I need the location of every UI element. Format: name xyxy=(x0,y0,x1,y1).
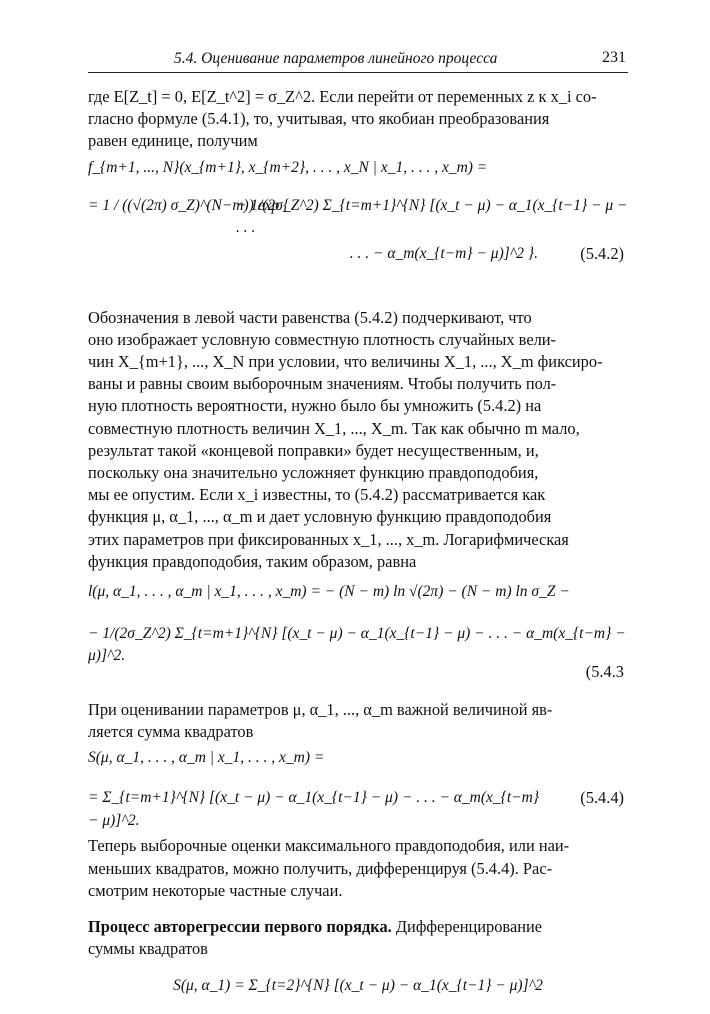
paragraph-notation xyxy=(88,307,628,573)
equation-line: . . . − α_m(x_{t−m} − μ)]^2 }. xyxy=(349,244,538,262)
paragraph-ar1 xyxy=(88,916,628,960)
text-line: функция правдоподобия, таким образом, равна xyxy=(88,551,417,571)
text-line: При оценивании параметров μ, α_1, ..., α_m важной величиной яв- xyxy=(88,700,553,720)
text-line: Теперь выборочные оценки максимального правдоподобия, или наи- xyxy=(88,836,570,856)
page-body xyxy=(88,86,628,1014)
equation-line: = 1 / ((√(2π) σ_Z)^(N−m)) exp { xyxy=(88,196,290,214)
text-line: равен единице, получим xyxy=(88,131,258,151)
equation-number: (5.4.2) xyxy=(580,243,624,263)
text-line: совместную плотность величин X_1, ..., X_m. Так как обычно m мало, xyxy=(88,418,580,438)
page-header xyxy=(88,48,628,73)
text-line: ваны и равны своим выборочным значениям. Чтобы получить пол- xyxy=(88,374,557,394)
text-line: суммы квадратов xyxy=(88,939,208,959)
paragraph-estimates xyxy=(88,835,628,902)
page-number: 231 xyxy=(602,49,626,66)
equation-number: (5.4.4) xyxy=(580,788,624,808)
equation-5-4-4 xyxy=(88,747,628,827)
text-line xyxy=(88,916,628,938)
paragraph-sum-of-squares xyxy=(88,699,628,743)
equation-line: = Σ_{t=m+1}^{N} [(x_t − μ) − α_1(x_{t−1} − μ) − . . . − α_m(x_{t−m} − μ)]^2. xyxy=(88,789,540,829)
heading-continuation: Дифференцирование xyxy=(395,917,543,937)
text-line: результат такой «концевой поправки» будет несущественным, и, xyxy=(88,440,539,460)
section-heading: Процесс авторегрессии первого порядка. xyxy=(88,917,392,937)
equation-number: (5.4.3 xyxy=(585,662,624,682)
equation-line: l(μ, α_1, . . . , α_m | x_1, . . . , x_m) = − (N − m) ln √(2π) − (N − m) ln σ_Z − xyxy=(88,583,570,601)
equation-line: S(μ, α_1, . . . , α_m | x_1, . . . , x_m) = xyxy=(88,749,325,767)
text-line: мы ее опустим. Если x_i известны, то (5.4.2) рассматривается как xyxy=(88,485,546,505)
text-line: смотрим некоторые частные случаи. xyxy=(88,880,343,900)
text-line: функция μ, α_1, ..., α_m и дает условную функцию правдоподобия xyxy=(88,507,552,527)
text-line: меньших квадратов, можно получить, дифференцируя (5.4.4). Рас- xyxy=(88,858,553,878)
equation-line: f_{m+1, ..., N}(x_{m+1}, x_{m+2}, . . . , x_N | x_1, . . . , x_m) = xyxy=(88,158,488,176)
text-line: Обозначения в левой части равенства (5.4.2) подчеркивают, что xyxy=(88,307,532,327)
text-line: гласно формуле (5.4.1), то, учитывая, что якобиан преобразования xyxy=(88,109,550,129)
text-line: этих параметров при фиксированных x_1, ..., x_m. Логарифмическая xyxy=(88,529,569,549)
equation-ar1-sum xyxy=(88,974,628,1014)
equation-line: − 1/(2σ_Z^2) Σ_{t=m+1}^{N} [(x_t − μ) − α_1(x_{t−1} − μ − . . . xyxy=(236,196,628,236)
text-line: где E[Z_t] = 0, E[Z_t^2] = σ_Z^2. Если перейти от переменных z к x_i со- xyxy=(88,87,597,106)
text-line: оно изображает условную совместную плотность случайных вели- xyxy=(88,329,556,349)
text-line: ную плотность вероятности, нужно было бы умножить (5.4.2) на xyxy=(88,396,542,416)
equation-5-4-2 xyxy=(88,157,628,285)
text-line: поскольку она значительно усложняет функцию правдоподобия, xyxy=(88,463,539,483)
paragraph-intro xyxy=(88,86,628,153)
equation-line: S(μ, α_1) = Σ_{t=2}^{N} [(x_t − μ) − α_1(x_{t−1} − μ)]^2 xyxy=(173,977,543,995)
equation-line: − 1/(2σ_Z^2) Σ_{t=m+1}^{N} [(x_t − μ) − α_1(x_{t−1} − μ) − . . . − α_m(x_{t−m} − μ)]^2. xyxy=(88,625,626,665)
text-line: ляется сумма квадратов xyxy=(88,722,254,742)
text-line: чин X_{m+1}, ..., X_N при условии, что величины X_1, ..., X_m фиксиро- xyxy=(88,352,603,372)
equation-5-4-3 xyxy=(88,581,628,689)
running-title: 5.4. Оценивание параметров линейного процесса xyxy=(174,50,498,67)
